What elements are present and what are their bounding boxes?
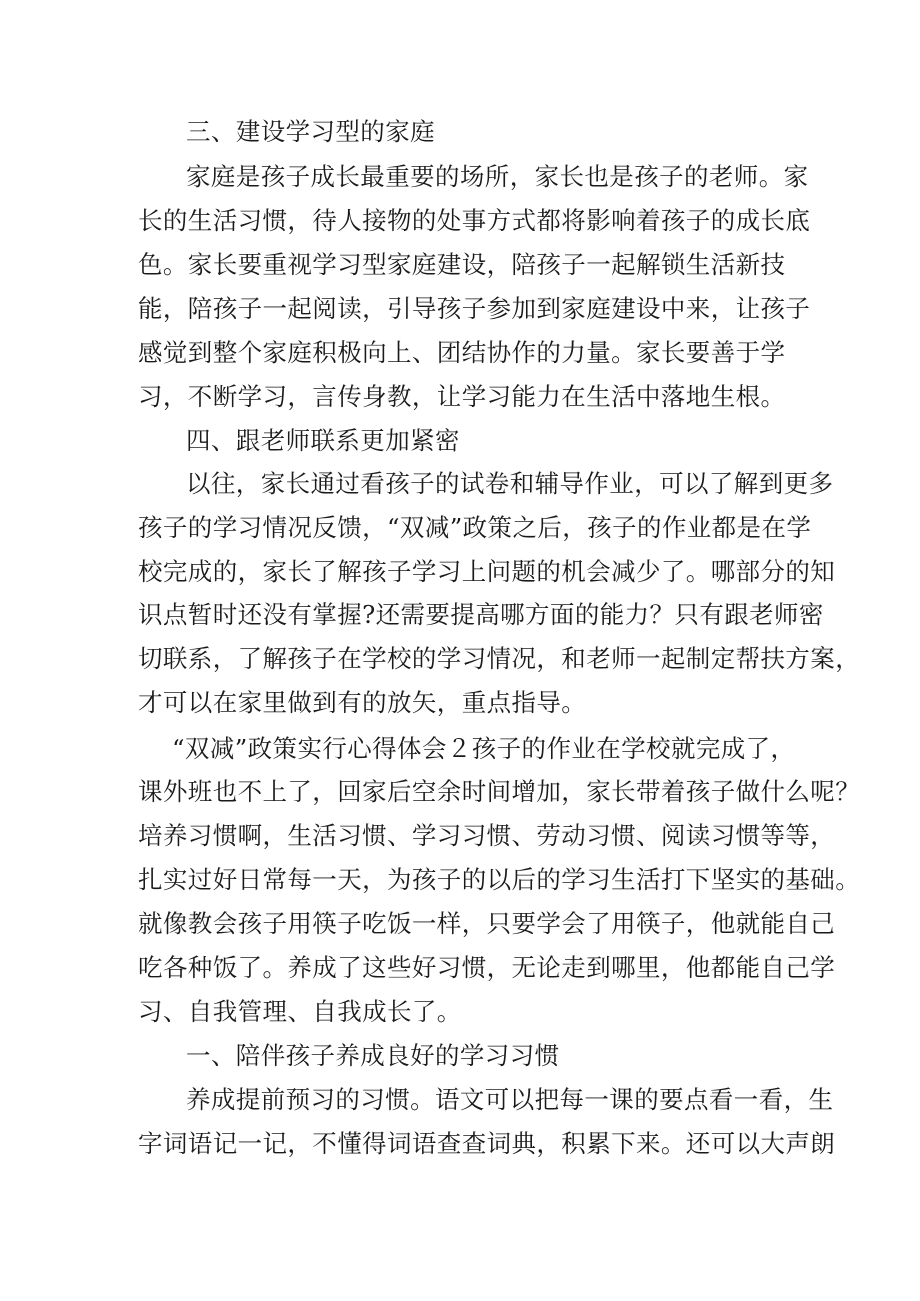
paragraph-line: 才可以在家里做到有的放矢，重点指导。: [138, 688, 587, 717]
paragraph-line: 长的生活习惯，待人接物的处事方式都将影响着孩子的成长底: [138, 206, 811, 235]
paragraph-line: 就像教会孩子用筷子吃饭一样，只要学会了用筷子，他就能自己: [138, 909, 836, 938]
paragraph-line: 培养习惯啊，生活习惯、学习习惯、劳动习惯、阅读习惯等等，: [138, 821, 836, 850]
paragraph-line: 家庭是孩子成长最重要的场所，家长也是孩子的老师。家: [186, 162, 809, 191]
paragraph-line: 以往，家长通过看孩子的试卷和辅导作业，可以了解到更多: [186, 469, 834, 498]
paragraph-line: 校完成的，家长了解孩子学习上问题的机会减少了。哪部分的知: [138, 557, 836, 586]
paragraph-line: 习、自我管理、自我成长了。: [138, 997, 462, 1026]
paragraph-line: 能，陪孩子一起阅读，引导孩子参加到家庭建设中来，让孩子: [138, 294, 811, 323]
section-heading-1: 一、陪伴孩子养成良好的学习习惯: [186, 1041, 560, 1070]
paragraph-line: 吃各种饭了。养成了这些好习惯，无论走到哪里，他都能自己学: [138, 953, 836, 982]
paragraph-line: 识点暂时还没有掌握?还需要提高哪方面的能力？只有跟老师密: [138, 600, 824, 629]
paragraph-line: “双减”政策实行心得体会２孩子的作业在学校就完成了，: [172, 734, 796, 763]
paragraph-line: 养成提前预习的习惯。语文可以把每一课的要点看一看，生: [186, 1085, 834, 1114]
section-heading-4: 四、跟老师联系更加紧密: [186, 426, 460, 455]
paragraph-line: 字词语记一记，不懂得词语查查词典，积累下来。还可以大声朗: [138, 1129, 836, 1158]
paragraph-line: 扎实过好日常每一天，为孩子的以后的学习生活打下坚实的基础。: [138, 865, 861, 894]
paragraph-line: 课外班也不上了，回家后空余时间增加，家长带着孩子做什么呢？: [138, 777, 861, 806]
paragraph-line: 色。家长要重视学习型家庭建设，陪孩子一起解锁生活新技: [138, 250, 786, 279]
paragraph-line: 孩子的学习情况反馈，“双减”政策之后，孩子的作业都是在学: [138, 513, 812, 542]
paragraph-line: 习，不断学习，言传身教，让学习能力在生活中落地生根。: [138, 382, 786, 411]
paragraph-line: 切联系，了解孩子在学校的学习情况，和老师一起制定帮扶方案，: [138, 644, 861, 673]
paragraph-line: 感觉到整个家庭积极向上、团结协作的力量。家长要善于学: [138, 338, 786, 367]
section-heading-3: 三、建设学习型的家庭: [186, 117, 435, 146]
